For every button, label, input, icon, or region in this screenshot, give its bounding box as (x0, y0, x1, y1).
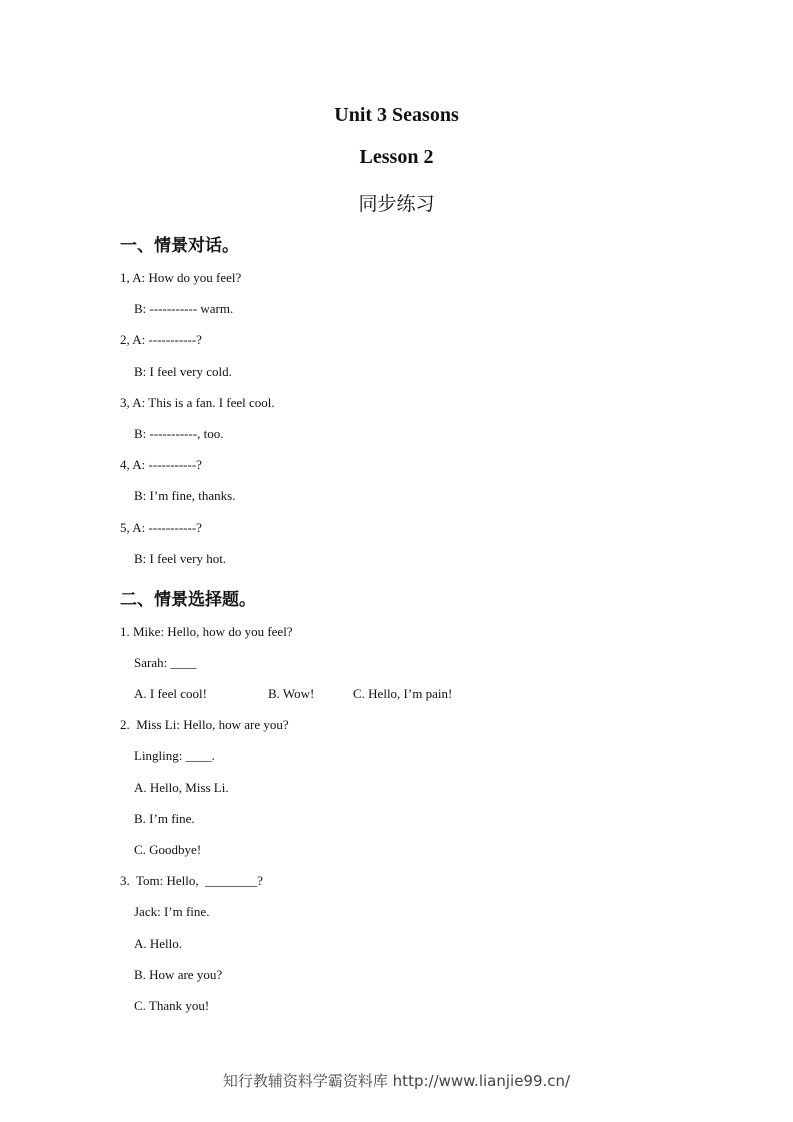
q3-option-b: B. How are you? (134, 967, 223, 982)
dialogue-1-b: B: ----------- warm. (134, 301, 234, 316)
q1-reply: Sarah: ____ (134, 655, 197, 670)
dialogue-5-b: B: I feel very hot. (134, 551, 227, 566)
q2-option-b: B. I’m fine. (134, 811, 195, 826)
lesson-title: Lesson 2 (359, 146, 434, 168)
dialogue-2-a: 2, A: -----------? (120, 332, 202, 347)
q2-question: 2. Miss Li: Hello, how are you? (120, 717, 289, 732)
dialogue-1-a: 1, A: How do you feel? (120, 270, 242, 285)
q3-option-c: C. Thank you! (134, 998, 210, 1013)
dialogue-4-b: B: I’m fine, thanks. (134, 488, 236, 503)
q1-option-c: C. Hello, I’m pain! (353, 686, 453, 701)
q3-reply: Jack: I’m fine. (134, 904, 210, 919)
dialogue-4-a: 4, A: -----------? (120, 457, 202, 472)
q2-option-c: C. Goodbye! (134, 842, 202, 857)
q3-question: 3. Tom: Hello, ________? (120, 873, 263, 888)
dialogue-3-a: 3, A: This is a fan. I feel cool. (120, 395, 275, 410)
footer-watermark: 知行教辅资料学霸资料库 http://www.lianjie99.cn/ (222, 1072, 571, 1090)
q2-option-a: A. Hello, Miss Li. (134, 780, 229, 795)
q1-option-a: A. I feel cool! (134, 686, 207, 701)
dialogue-2-b: B: I feel very cold. (134, 364, 232, 379)
dialogue-5-a: 5, A: -----------? (120, 520, 202, 535)
q2-reply: Lingling: ____. (134, 748, 215, 763)
q1-option-b: B. Wow! (268, 686, 315, 701)
page-subtitle: 同步练习 (358, 193, 435, 215)
q1-question: 1. Mike: Hello, how do you feel? (120, 624, 293, 639)
q3-option-a: A. Hello. (134, 936, 183, 951)
page-title: Unit 3 Seasons (334, 104, 459, 126)
section-1-heading: 一、情景对话。 (120, 236, 239, 256)
section-2-heading: 二、情景选择题。 (120, 590, 256, 610)
dialogue-3-b: B: -----------, too. (134, 426, 224, 441)
